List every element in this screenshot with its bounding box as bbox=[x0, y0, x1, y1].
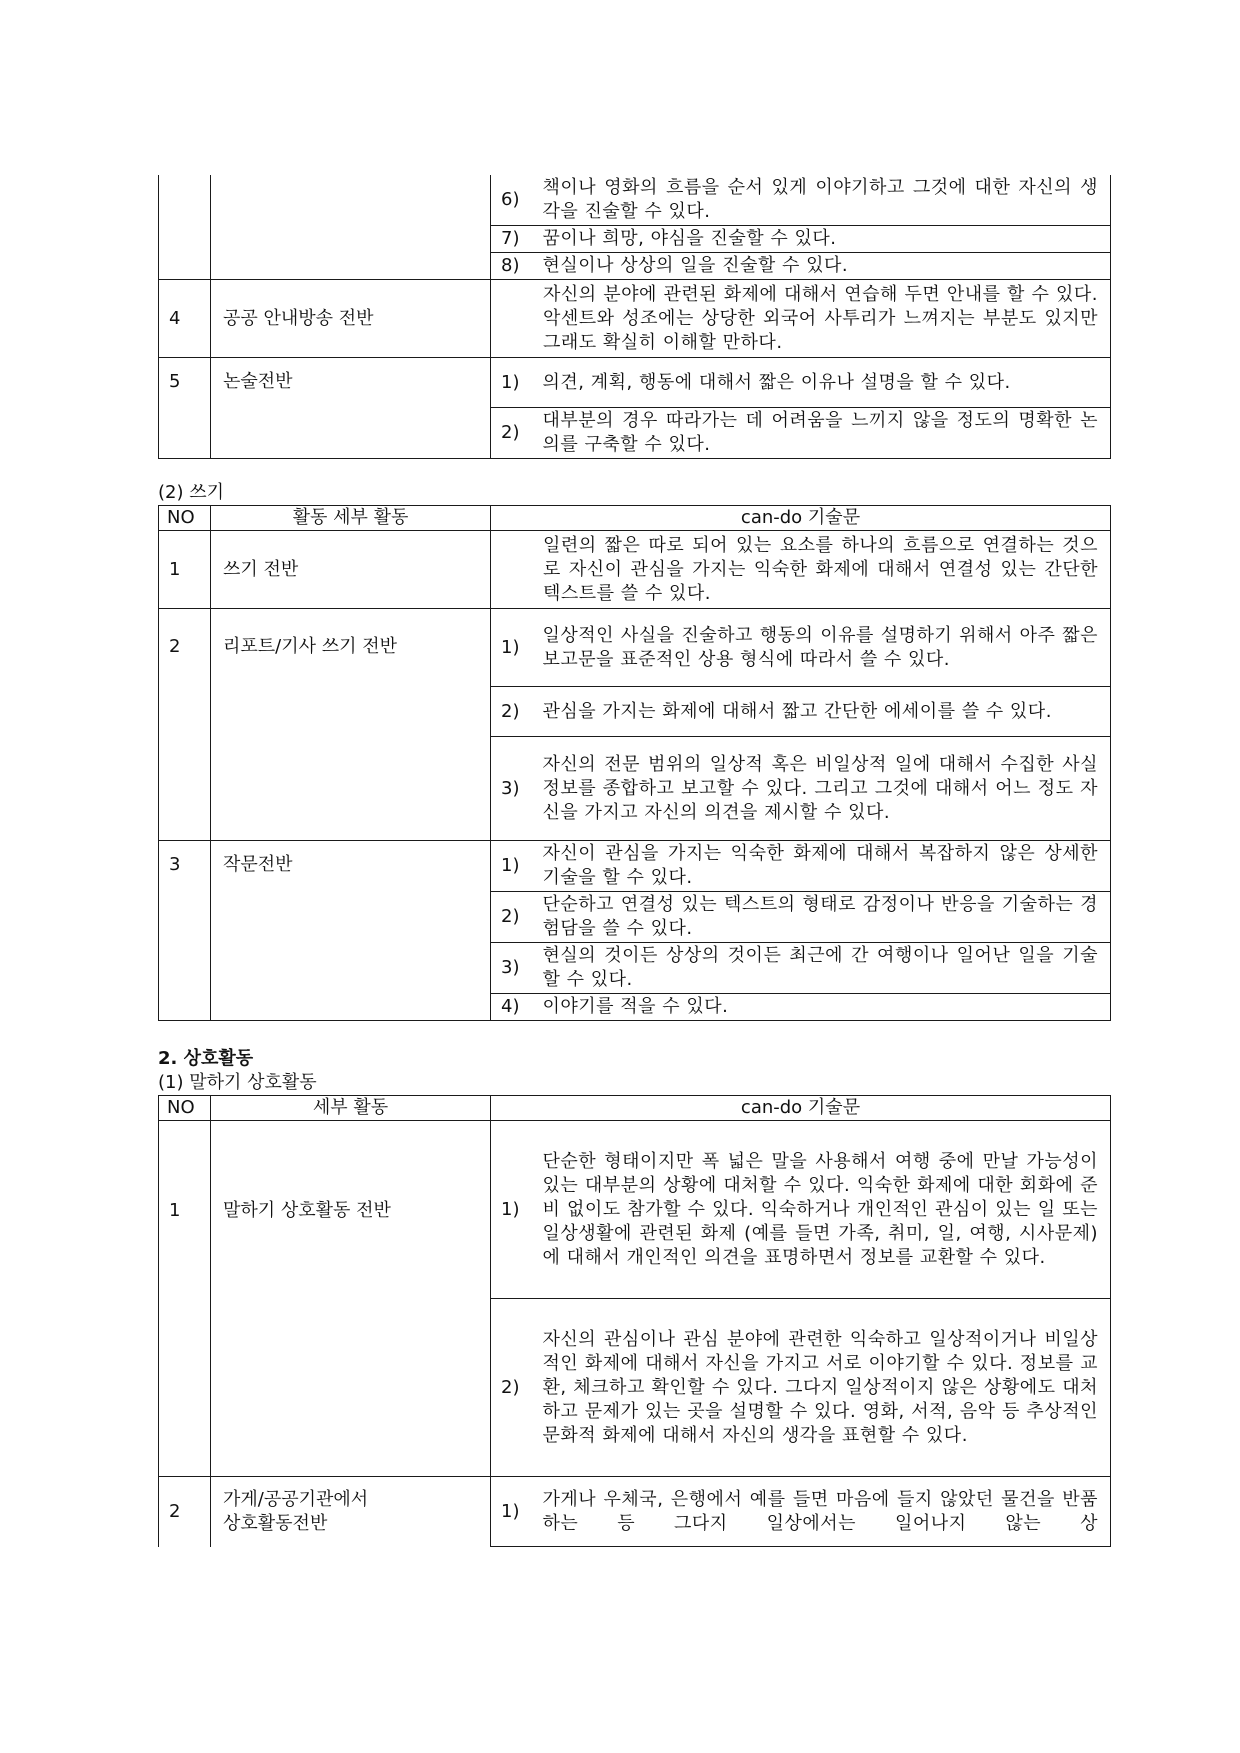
can-do-description: 일련의 짧은 따로 되어 있는 요소를 하나의 흐름으로 연결하는 것으로 자신이 관심을 가지는 익숙한 화제에 대해서 연결성 있는 간단한 텍스트를 쓸 수 있다. bbox=[491, 531, 1111, 609]
table-row bbox=[159, 358, 1111, 408]
item-number: 1) bbox=[491, 609, 541, 687]
header-activity: 세부 활동 bbox=[211, 1096, 491, 1121]
can-do-description: 대부분의 경우 따라가는 데 어려움을 느끼지 않을 정도의 명확한 논의를 구축할 수 있다. bbox=[541, 408, 1111, 459]
item-number: 3) bbox=[491, 943, 541, 994]
table-row bbox=[159, 1477, 1111, 1547]
no-cell: 1 bbox=[159, 531, 211, 609]
speaking-production-table-continued bbox=[158, 175, 1111, 459]
item-number: 3) bbox=[491, 737, 541, 841]
no-cell: 3 bbox=[159, 841, 211, 1021]
activity-cell: 쓰기 전반 bbox=[211, 531, 491, 609]
no-cell: 1 bbox=[159, 1121, 211, 1477]
writing-section-label: (2) 쓰기 bbox=[158, 482, 224, 503]
item-number: 2) bbox=[491, 892, 541, 943]
item-number: 1) bbox=[491, 358, 541, 408]
table-row bbox=[159, 531, 1111, 609]
item-number: 8) bbox=[491, 253, 541, 280]
activity-cell: 공공 안내방송 전반 bbox=[211, 280, 491, 358]
item-number: 2) bbox=[491, 687, 541, 737]
item-number: 7) bbox=[491, 226, 541, 253]
no-cell bbox=[159, 175, 211, 280]
item-number: 1) bbox=[491, 841, 541, 892]
table-row bbox=[159, 841, 1111, 892]
can-do-description: 자신의 분야에 관련된 화제에 대해서 연습해 두면 안내를 할 수 있다. 악센트와 성조에는 상당한 외국어 사투리가 느껴지는 부분도 있지만 그래도 확실히 이해할 만하다. bbox=[491, 280, 1111, 358]
item-number: 2) bbox=[491, 1299, 541, 1477]
document-page bbox=[158, 175, 1110, 1547]
can-do-description: 자신의 관심이나 관심 분야에 관련한 익숙하고 일상적이거나 비일상적인 화제에 대해서 자신을 가지고 서로 이야기할 수 있다. 정보를 교환, 체크하고 확인할 수 있다. 그다지 일상적이지 않은 상황에도 대처하고 문제가 있는 곳을 설명할 수 있다. 영화, 서적, 음악 등 추상적인 문화적 화제에 대해서 자신의 생각을 표현할 수 있다. bbox=[541, 1299, 1111, 1477]
activity-cell bbox=[211, 175, 491, 280]
can-do-description: 관심을 가지는 화제에 대해서 짧고 간단한 에세이를 쓸 수 있다. bbox=[541, 687, 1111, 737]
can-do-description: 이야기를 적을 수 있다. bbox=[541, 994, 1111, 1021]
activity-cell bbox=[211, 1477, 491, 1547]
table-row bbox=[159, 280, 1111, 358]
can-do-description: 책이나 영화의 흐름을 순서 있게 이야기하고 그것에 대한 자신의 생각을 진술할 수 있다. bbox=[541, 175, 1111, 226]
no-cell: 5 bbox=[159, 358, 211, 459]
can-do-description: 현실의 것이든 상상의 것이든 최근에 간 여행이나 일어난 일을 기술할 수 있다. bbox=[541, 943, 1111, 994]
activity-line: 상호활동전반 bbox=[223, 1512, 328, 1534]
table-header-row bbox=[159, 1096, 1111, 1121]
activity-cell: 작문전반 bbox=[211, 841, 491, 1021]
interaction-section-title: 2. 상호활동 bbox=[158, 1048, 254, 1069]
activity-cell: 말하기 상호활동 전반 bbox=[211, 1121, 491, 1477]
table-row bbox=[159, 609, 1111, 687]
no-cell: 2 bbox=[159, 1477, 211, 1547]
header-activity: 활동 세부 활동 bbox=[211, 506, 491, 531]
spoken-interaction-label: (1) 말하기 상호활동 bbox=[158, 1072, 317, 1093]
item-number: 1) bbox=[491, 1121, 541, 1299]
header-no: NO bbox=[159, 506, 211, 531]
can-do-description: 현실이나 상상의 일을 진술할 수 있다. bbox=[541, 253, 1111, 280]
can-do-description: 가게나 우체국, 은행에서 예를 들면 마음에 들지 않았던 물건을 반품하는 등 그다지 일상에서는 일어나지 않는 상 bbox=[541, 1477, 1111, 1547]
can-do-description: 의견, 계획, 행동에 대해서 짧은 이유나 설명을 할 수 있다. bbox=[541, 358, 1111, 408]
no-cell: 2 bbox=[159, 609, 211, 841]
can-do-description: 자신의 전문 범위의 일상적 혹은 비일상적 일에 대해서 수집한 사실 정보를 종합하고 보고할 수 있다. 그리고 그것에 대해서 어느 정도 자신을 가지고 자신의 의견을 제시할 수 있다. bbox=[541, 737, 1111, 841]
item-number: 1) bbox=[491, 1477, 541, 1547]
header-no: NO bbox=[159, 1096, 211, 1121]
activity-line: 가게/공공기관에서 bbox=[223, 1488, 369, 1510]
can-do-description: 단순한 형태이지만 폭 넓은 말을 사용해서 여행 중에 만날 가능성이 있는 대부분의 상황에 대처할 수 있다. 익숙한 화제에 대한 회화에 준비 없이도 참가할 수 있다. 익숙하거나 개인적인 관심이 있는 일 또는 일상생활에 관련된 화제 (예를 들면 가족, 취미, 일, 여행, 시사문제)에 대해서 개인적인 의견을 표명하면서 정보를 교환할 수 있다. bbox=[541, 1121, 1111, 1299]
table-row bbox=[159, 1121, 1111, 1299]
activity-cell: 리포트/기사 쓰기 전반 bbox=[211, 609, 491, 841]
item-number: 4) bbox=[491, 994, 541, 1021]
can-do-description: 자신이 관심을 가지는 익숙한 화제에 대해서 복잡하지 않은 상세한 기술을 할 수 있다. bbox=[541, 841, 1111, 892]
item-number: 6) bbox=[491, 175, 541, 226]
header-can-do: can-do 기술문 bbox=[491, 506, 1111, 531]
spoken-interaction-table bbox=[158, 1095, 1111, 1547]
writing-table bbox=[158, 505, 1111, 1021]
item-number: 2) bbox=[491, 408, 541, 459]
can-do-description: 꿈이나 희망, 야심을 진술할 수 있다. bbox=[541, 226, 1111, 253]
can-do-description: 일상적인 사실을 진술하고 행동의 이유를 설명하기 위해서 아주 짧은 보고문을 표준적인 상용 형식에 따라서 쓸 수 있다. bbox=[541, 609, 1111, 687]
header-can-do: can-do 기술문 bbox=[491, 1096, 1111, 1121]
activity-cell: 논술전반 bbox=[211, 358, 491, 459]
can-do-description: 단순하고 연결성 있는 텍스트의 형태로 감정이나 반응을 기술하는 경험담을 쓸 수 있다. bbox=[541, 892, 1111, 943]
table-row bbox=[159, 175, 1111, 226]
table-header-row bbox=[159, 506, 1111, 531]
no-cell: 4 bbox=[159, 280, 211, 358]
